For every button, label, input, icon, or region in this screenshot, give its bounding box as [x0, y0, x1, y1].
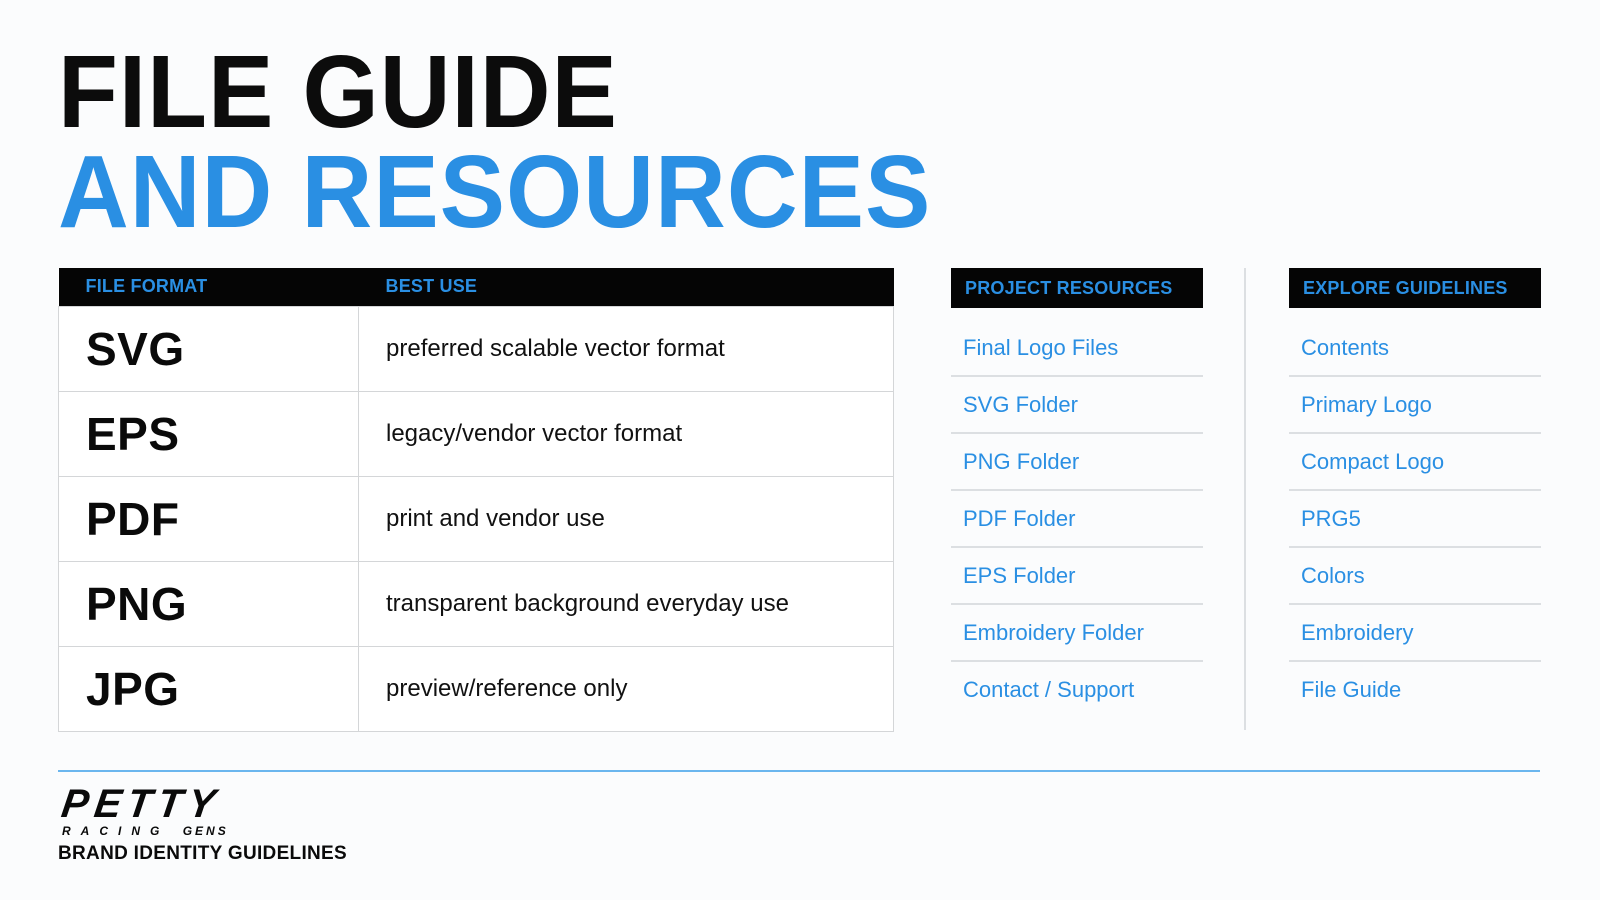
table-row — [59, 306, 894, 391]
explore-guidelines-list — [1289, 320, 1541, 719]
logo-wordmark: PETTY — [58, 782, 224, 826]
title-line-2: AND RESOURCES — [58, 133, 932, 250]
format-cell: PNG — [59, 561, 359, 646]
guideline-link-prg5[interactable]: PRG5 — [1289, 491, 1541, 548]
table-header-row — [59, 268, 894, 306]
logo-sub-gens: GENS — [182, 824, 229, 838]
resource-link-embroidery-folder[interactable]: Embroidery Folder — [951, 605, 1203, 662]
logo-sub-racing: RACING — [62, 824, 170, 838]
table-row — [59, 561, 894, 646]
resource-link-png-folder[interactable]: PNG Folder — [951, 434, 1203, 491]
column-divider — [1244, 268, 1246, 730]
project-resources-list — [951, 320, 1203, 719]
file-format-table — [58, 268, 894, 732]
resource-link-final-logo-files[interactable]: Final Logo Files — [951, 320, 1203, 377]
page-title — [58, 33, 932, 250]
title-line-1: FILE GUIDE — [58, 33, 618, 150]
table-row — [59, 391, 894, 476]
column-header-file-format: FILE FORMAT — [59, 268, 359, 306]
use-cell: print and vendor use — [359, 476, 894, 561]
resource-link-pdf-folder[interactable]: PDF Folder — [951, 491, 1203, 548]
explore-guidelines-panel — [1289, 268, 1541, 719]
resource-link-svg-folder[interactable]: SVG Folder — [951, 377, 1203, 434]
brand-tagline: BRAND IDENTITY GUIDELINES — [58, 843, 348, 864]
resource-link-eps-folder[interactable]: EPS Folder — [951, 548, 1203, 605]
footer-divider — [58, 770, 1540, 772]
use-cell: preferred scalable vector format — [359, 306, 894, 391]
brand-logo — [58, 782, 229, 838]
use-cell: legacy/vendor vector format — [359, 391, 894, 476]
use-cell: preview/reference only — [359, 646, 894, 731]
guideline-link-primary-logo[interactable]: Primary Logo — [1289, 377, 1541, 434]
logo-subline — [62, 824, 229, 838]
guideline-link-contents[interactable]: Contents — [1289, 320, 1541, 377]
format-cell: EPS — [59, 391, 359, 476]
use-cell: transparent background everyday use — [359, 561, 894, 646]
explore-guidelines-heading: EXPLORE GUIDELINES — [1289, 268, 1541, 308]
format-cell: SVG — [59, 306, 359, 391]
column-header-best-use: BEST USE — [359, 268, 894, 306]
project-resources-heading: PROJECT RESOURCES — [951, 268, 1203, 308]
table-row — [59, 476, 894, 561]
guideline-link-compact-logo[interactable]: Compact Logo — [1289, 434, 1541, 491]
table-row — [59, 646, 894, 731]
project-resources-panel — [951, 268, 1203, 719]
resource-link-contact-support[interactable]: Contact / Support — [963, 677, 1135, 702]
guideline-link-colors[interactable]: Colors — [1289, 548, 1541, 605]
guideline-link-embroidery[interactable]: Embroidery — [1289, 605, 1541, 662]
format-cell: JPG — [59, 646, 359, 731]
format-cell: PDF — [59, 476, 359, 561]
guideline-link-file-guide[interactable]: File Guide — [1301, 677, 1402, 702]
